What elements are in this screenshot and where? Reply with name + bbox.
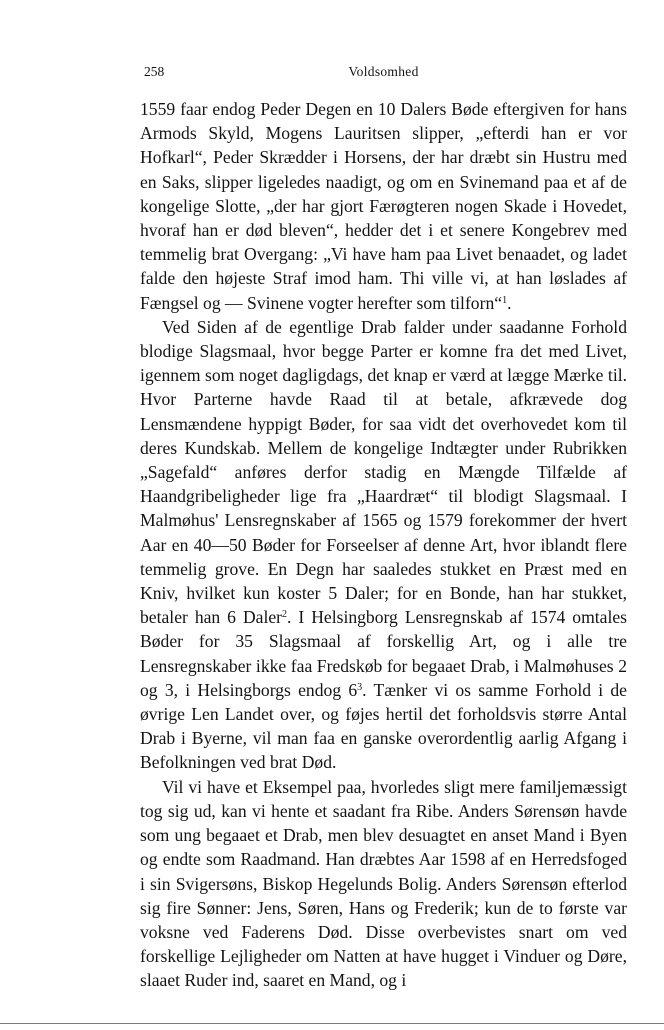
page-header xyxy=(140,64,627,84)
paragraph-text: . Tænker vi os samme Forhold i de øvrige Len Landet over, og føjes hertil det forholdsvis større Antal Drab i Byerne, vil man faa en ganske overordentlig aarlig Afgang i Befolkningen ved brat Død. xyxy=(140,679,627,773)
scan-edge-line xyxy=(0,1023,664,1024)
paragraph-text: Ved Siden af de egentlige Drab falder under saadanne Forhold blodige Slagsmaal, hvor begge Parter er komne fra det med Livet, igennem som noget dagligdags, det knap er værd at lægge Mærke til. Hvor Parterne havde Raad til at betale, afkrævede dog Lensmændene hyppigt Bøder, for saa vidt det overhovedet kom til deres Kundskab. Mellem de kongelige Indtægter under Rubrikken „Sagefald“ anføres derfor stadig en Mængde Tilfælde af Haandgribeligheder lige fra „Haardræt“ til blodigt Slagsmaal. I Malmøhus' Lensregnskaber af 1565 og 1579 forekommer der hvert Aar en 40—50 Bøder for Forseelser af denne Art, hvor iblandt flere temmelig grove. En Degn har saaledes stukket en Præst med en Kniv, hvilket kun koster 5 Daler; for en Bonde, han har stukket, betaler han 6 Daler xyxy=(140,316,627,628)
running-title: Voldsomhed xyxy=(348,64,419,79)
paragraph-3 xyxy=(140,775,627,993)
body-text xyxy=(140,97,627,993)
paragraph-2 xyxy=(140,315,627,775)
page-number: 258 xyxy=(144,64,165,79)
footnote-ref: 3 xyxy=(357,681,363,693)
paragraph-text: . I Helsingborg Lensregnskab af 1574 omtales Bøder for 35 Slagsmaal af forskellig Art, og i alle tre Lensregnskaber ikke faa Fredskøb for begaaet Drab, i Malmøhuses 2 og 3, i Helsingborgs endog 6 xyxy=(140,607,627,700)
paragraph-text: 1559 faar endog Peder Degen en 10 Dalers Bøde eftergiven for hans Armods Skyld, Mogens Lauritsen slipper, „efterdi han er vor Hofkarl“, Peder Skrædder i Horsens, der har dræbt sin Hustru med en Saks, slipper ligeledes naadigt, og om en Svinemand paa et af de kongelige Slotte, „der har gjort Færøgteren nogen Skade i Hovedet, hvoraf han er død bleven“, hedder det i et senere Kongebrev med temmelig brat Overgang: „Vi have ham paa Livet benaadet, og ladet falde den højeste Straf imod ham. Thi ville vi, at han løslades af Fængsel og — Svinene vogter herefter som tilforn“ xyxy=(140,99,627,313)
footnote-ref: 1 xyxy=(502,294,508,306)
paragraph-text: Vil vi have et Eksempel paa, hvorledes sligt mere familjemæssigt tog sig ud, kan vi hente et saadant fra Ribe. Anders Sørensøn havde som ung begaaet et Drab, men blev desuagtet en anset Mand i Byen og endte som Raadmand. Han dræbtes Aar 1598 af en Herredsfoged i sin Svigersøns, Biskop Hegelunds Bolig. Anders Sørensøn efterlod sig fire Sønner: Jens, Søren, Hans og Frederik; kun de to første var voksne ved Faderens Død. Disse overbevistes snart om ved forskellige Lejligheder om Natten at have hugget i Vinduer og Døre, slaaet Ruder ind, saaret en Mand, og i xyxy=(140,776,627,991)
footnote-ref: 2 xyxy=(282,609,288,621)
paragraph-end: . xyxy=(507,292,512,313)
paragraph-1 xyxy=(140,97,627,315)
